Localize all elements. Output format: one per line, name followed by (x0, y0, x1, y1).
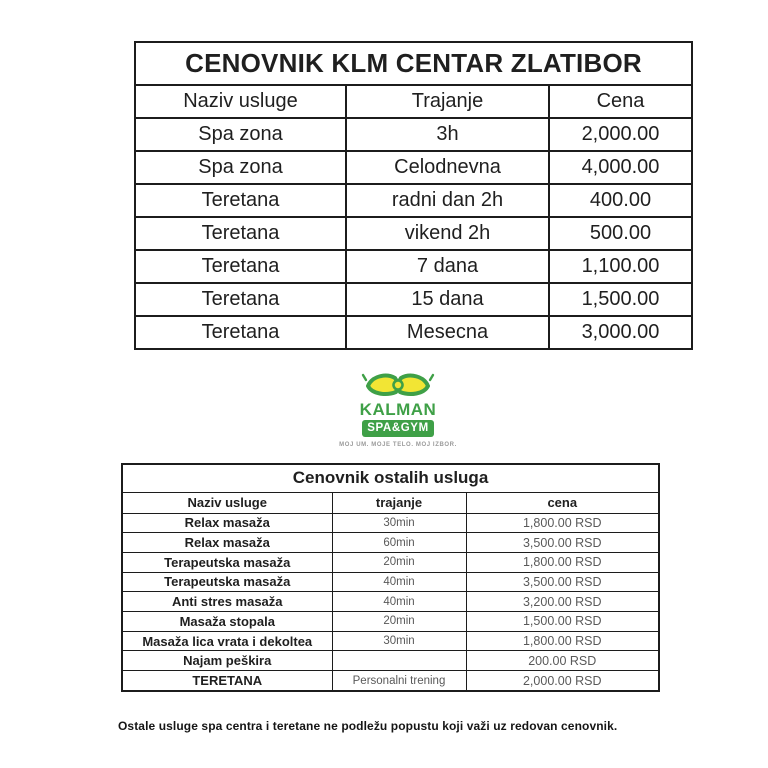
table-cell: 400.00 (549, 184, 692, 217)
table-title-row (122, 464, 659, 492)
table-cell: 200.00 RSD (466, 651, 659, 671)
table-cell: 20min (332, 612, 466, 632)
table-row (122, 612, 659, 632)
table-cell: 1,800.00 RSD (466, 513, 659, 533)
table-row (135, 151, 692, 184)
table-title: CENOVNIK KLM CENTAR ZLATIBOR (135, 42, 692, 85)
column-header-cena: Cena (549, 85, 692, 118)
price-table-other-services (121, 463, 660, 692)
table-cell: 40min (332, 592, 466, 612)
logo-brand-text: KALMAN (359, 400, 437, 419)
table-cell: Terapeutska masaža (122, 572, 332, 592)
table-cell: 1,800.00 RSD (466, 631, 659, 651)
table-row (135, 118, 692, 151)
table-title: Cenovnik ostalih usluga (122, 464, 659, 492)
column-header-trajanje: Trajanje (346, 85, 549, 118)
table-cell: 15 dana (346, 283, 549, 316)
table-cell: 3,500.00 RSD (466, 572, 659, 592)
table-title-row (135, 42, 692, 85)
table-cell: Teretana (135, 217, 346, 250)
table-row (135, 316, 692, 349)
table-cell: Anti stres masaža (122, 592, 332, 612)
table-header-row (135, 85, 692, 118)
table-row (122, 651, 659, 671)
table-row (122, 572, 659, 592)
table-cell: Celodnevna (346, 151, 549, 184)
footer-note: Ostale usluge spa centra i teretane ne podležu popustu koji važi uz redovan cenovnik. (118, 719, 618, 733)
table-cell: Teretana (135, 184, 346, 217)
column-header-naziv-usluge: Naziv usluge (135, 85, 346, 118)
table-cell: Spa zona (135, 151, 346, 184)
table-row (135, 217, 692, 250)
table-cell: vikend 2h (346, 217, 549, 250)
table-cell: TERETANA (122, 671, 332, 691)
table-cell: Personalni trening (332, 671, 466, 691)
table-cell: 60min (332, 533, 466, 553)
table-header-row (122, 492, 659, 513)
price-table-main (134, 41, 693, 350)
table-cell: Najam peškira (122, 651, 332, 671)
table-cell: 1,100.00 (549, 250, 692, 283)
table-cell: 4,000.00 (549, 151, 692, 184)
table-cell: 20min (332, 552, 466, 572)
table-cell: 7 dana (346, 250, 549, 283)
kalman-logo (318, 368, 478, 448)
table-cell: Terapeutska masaža (122, 552, 332, 572)
table-cell: Spa zona (135, 118, 346, 151)
table-cell: 3h (346, 118, 549, 151)
column-header-cena: cena (466, 492, 659, 513)
table-cell: 40min (332, 572, 466, 592)
table-cell: Masaža stopala (122, 612, 332, 632)
column-header-naziv-usluge: Naziv usluge (122, 492, 332, 513)
table-cell: Teretana (135, 250, 346, 283)
table-cell: 2,000.00 (549, 118, 692, 151)
table-row (122, 631, 659, 651)
table-cell: Masaža lica vrata i dekoltea (122, 631, 332, 651)
table-cell: Teretana (135, 316, 346, 349)
table-cell: 1,500.00 (549, 283, 692, 316)
table-cell: radni dan 2h (346, 184, 549, 217)
table-cell: Teretana (135, 283, 346, 316)
table-cell: Mesecna (346, 316, 549, 349)
table-row (135, 184, 692, 217)
table-cell: 1,800.00 RSD (466, 552, 659, 572)
logo-tagline: MOJ UM. MOJE TELO. MOJ IZBOR. (339, 441, 457, 448)
table-row (122, 592, 659, 612)
table-cell: 500.00 (549, 217, 692, 250)
table-cell: 3,000.00 (549, 316, 692, 349)
table-row (122, 533, 659, 553)
table-row (122, 513, 659, 533)
logo-badge: SPA&GYM (362, 420, 434, 437)
table-cell: 2,000.00 RSD (466, 671, 659, 691)
table-cell (332, 651, 466, 671)
table-row (135, 283, 692, 316)
table-row (122, 552, 659, 572)
table-cell: Relax masaža (122, 513, 332, 533)
table-cell: 3,200.00 RSD (466, 592, 659, 612)
table-cell: 30min (332, 631, 466, 651)
table-cell: 30min (332, 513, 466, 533)
table-row (122, 671, 659, 691)
table-cell: Relax masaža (122, 533, 332, 553)
table-row (135, 250, 692, 283)
table-cell: 3,500.00 RSD (466, 533, 659, 553)
logo-leaves-icon (360, 368, 436, 400)
column-header-trajanje: trajanje (332, 492, 466, 513)
table-cell: 1,500.00 RSD (466, 612, 659, 632)
